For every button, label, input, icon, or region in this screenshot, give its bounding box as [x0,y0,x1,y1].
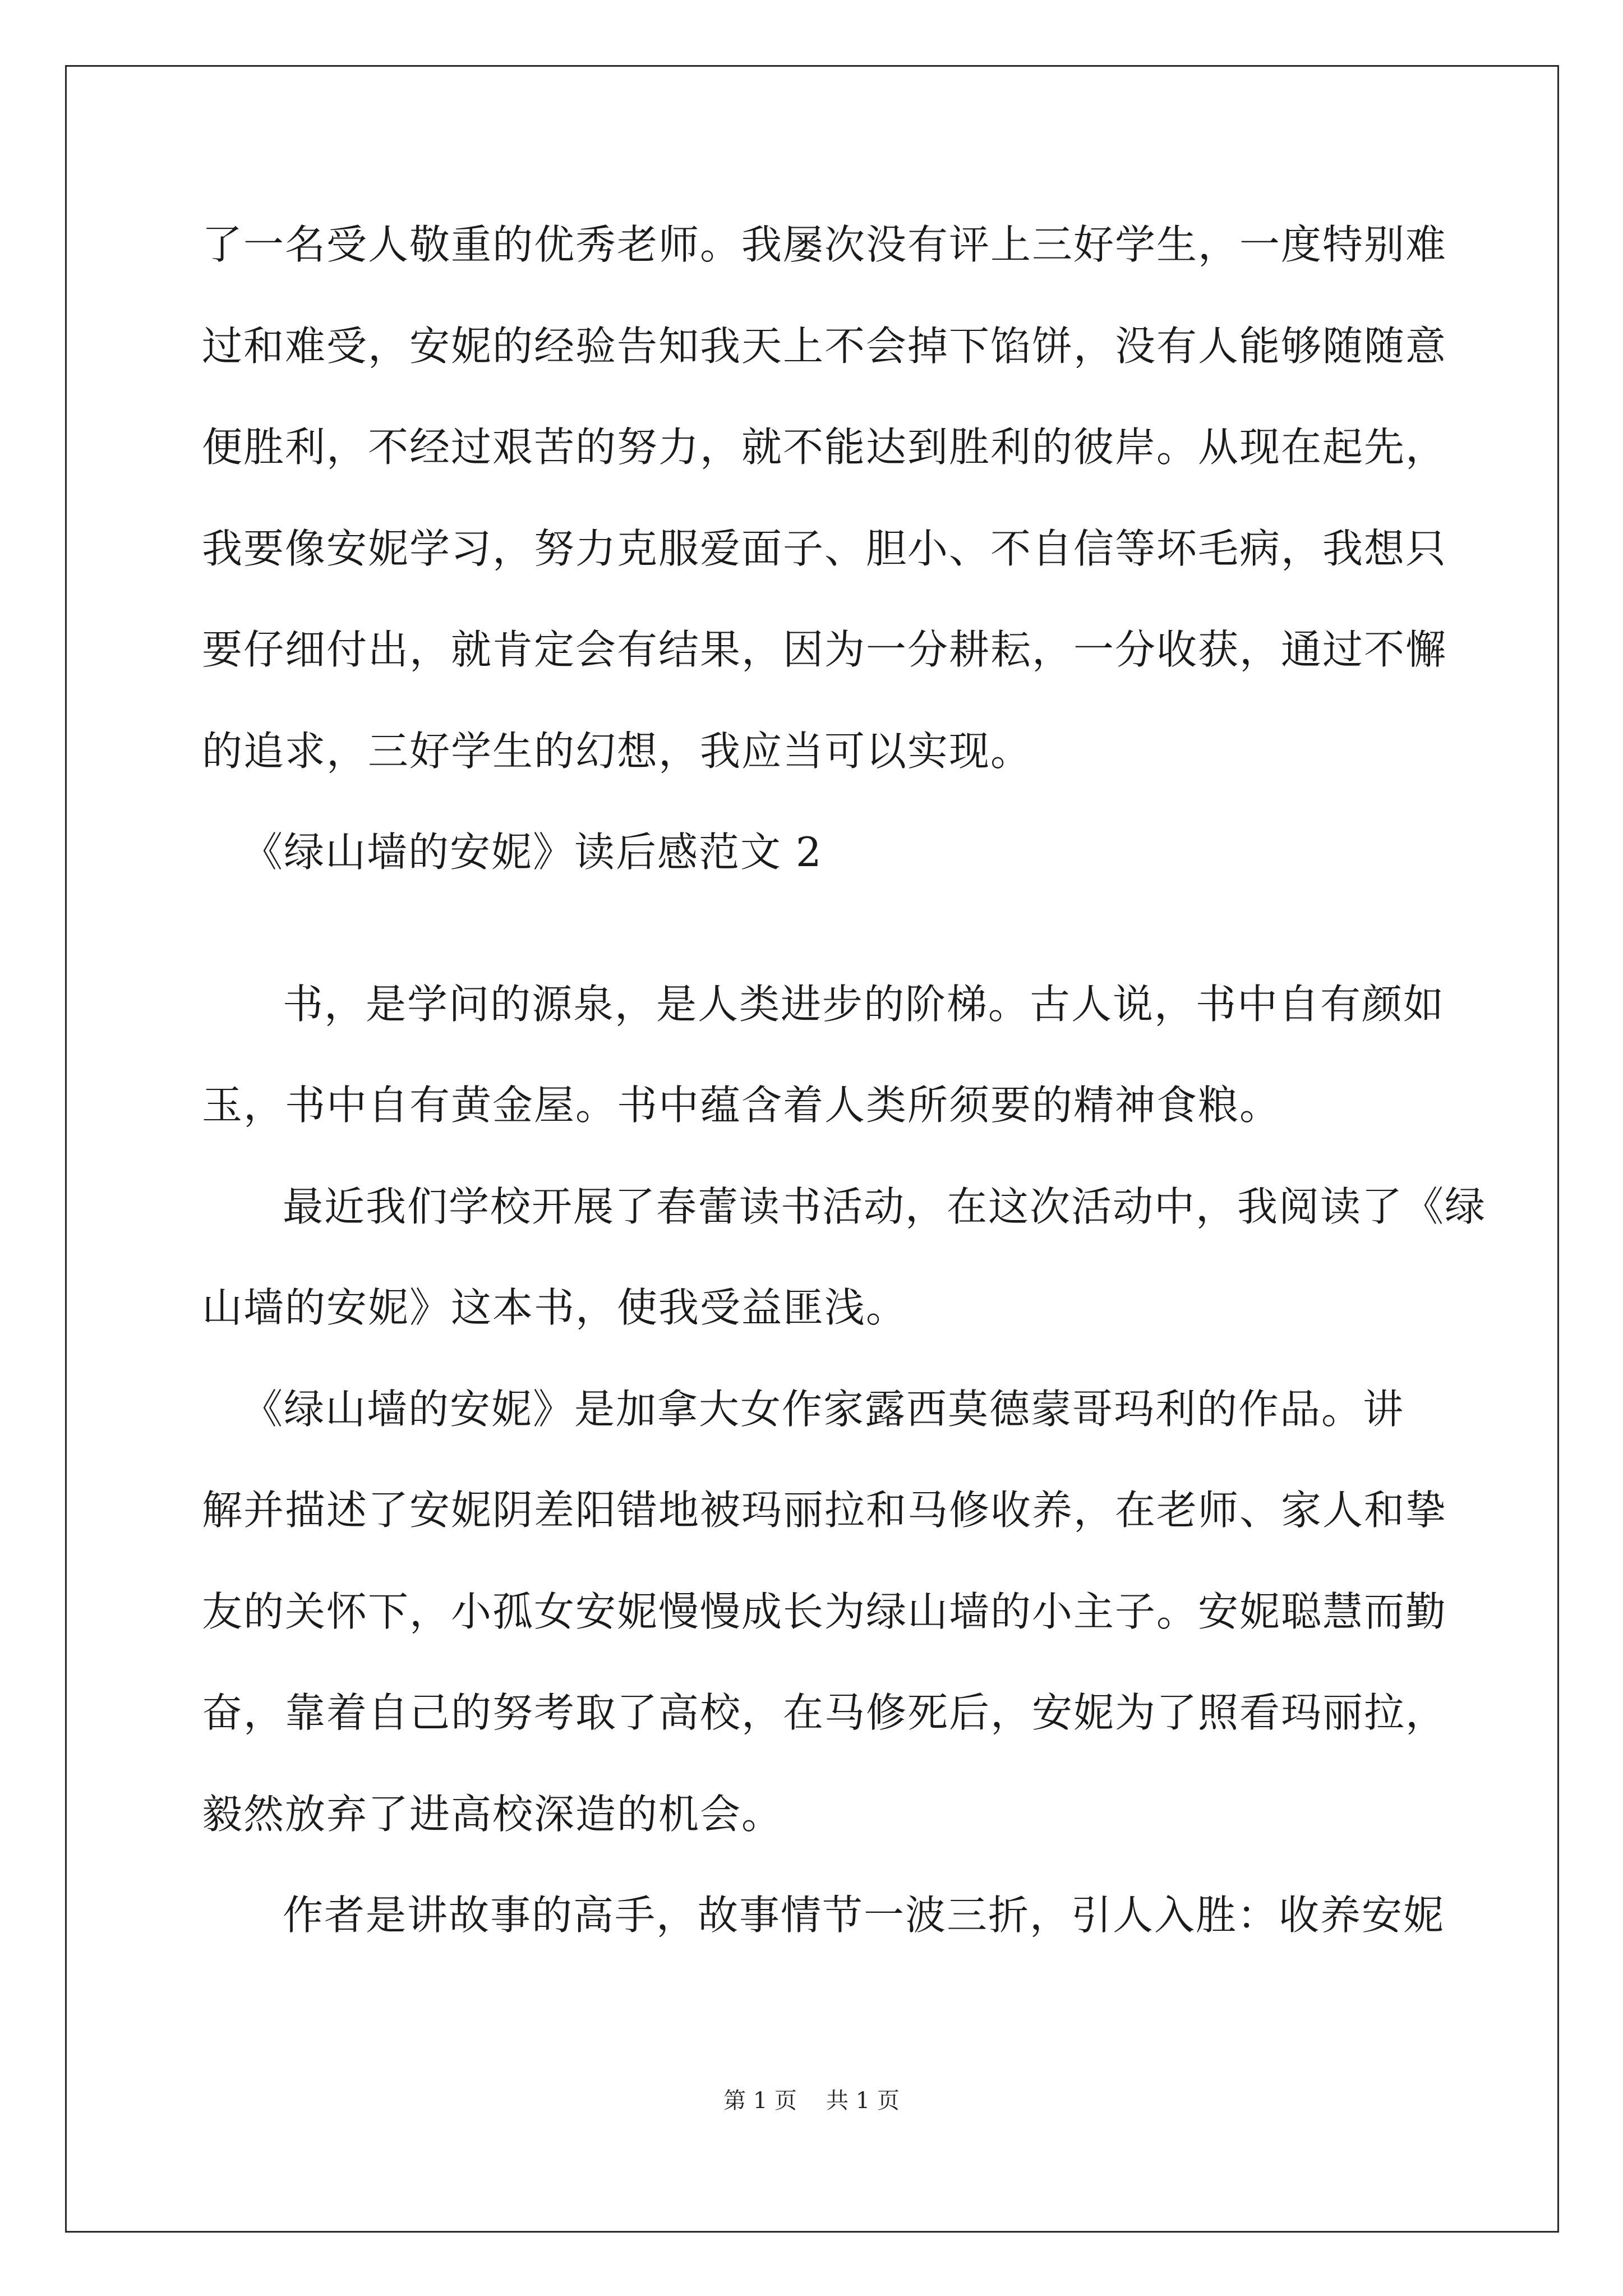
text-line: 书，是学问的源泉，是人类进步的阶梯。古人说，书中自有颜如 [283,981,1445,1028]
text-line: 便胜利，不经过艰苦的努力，就不能达到胜利的彼岸。从现在起先， [202,424,1447,471]
page-number: 第 1 页 [723,2088,797,2114]
page-footer [0,2084,1623,2118]
text-line: 奋，靠着自己的努考取了高校，在马修死后，安妮为了照看玛丽拉， [202,1689,1447,1736]
text-line: 《绿山墙的安妮》是加拿大女作家露西莫德蒙哥玛利的作品。讲 [242,1386,1405,1433]
page-total: 共 1 页 [826,2088,900,2114]
section-heading: 《绿山墙的安妮》读后感范文 2 [242,829,823,876]
text-line: 我要像安妮学习，努力克服爱面子、胆小、不自信等坏毛病，我想只 [202,525,1447,572]
text-line: 友的关怀下，小孤女安妮慢慢成长为绿山墙的小主子。安妮聪慧而勤 [202,1588,1447,1635]
text-line: 要仔细付出，就肯定会有结果，因为一分耕耘，一分收获，通过不懈 [202,626,1447,673]
text-line: 了一名受人敬重的优秀老师。我屡次没有评上三好学生，一度特别难 [202,221,1447,268]
text-line: 作者是讲故事的高手，故事情节一波三折，引人入胜：收养安妮 [283,1892,1445,1939]
text-line: 过和难受，安妮的经验告知我天上不会掉下馅饼，没有人能够随随意 [202,323,1447,370]
text-line: 最近我们学校开展了春蕾读书活动，在这次活动中，我阅读了《绿 [283,1183,1487,1230]
text-line: 的追求，三好学生的幻想，我应当可以实现。 [202,728,1032,775]
text-line: 毅然放弃了进高校深造的机会。 [202,1791,783,1838]
text-line: 山墙的安妮》这本书，使我受益匪浅。 [202,1284,908,1331]
text-line: 解并描述了安妮阴差阳错地被玛丽拉和马修收养，在老师、家人和挚 [202,1487,1447,1534]
text-line: 玉，书中自有黄金屋。书中蕴含着人类所须要的精神食粮。 [202,1082,1281,1129]
